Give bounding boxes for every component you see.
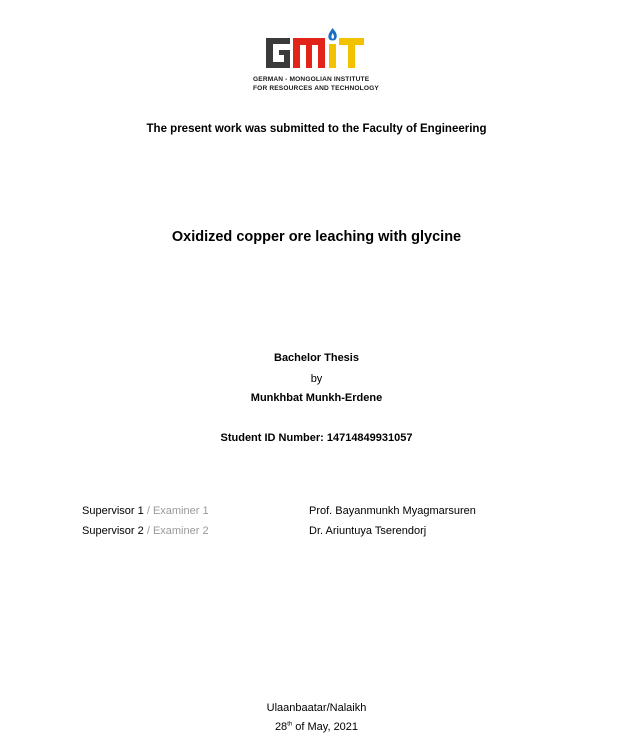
logo-letter-i <box>329 44 336 68</box>
supervisor-1-role: Supervisor 1 / Examiner 1 <box>82 505 209 517</box>
student-id-number: 14714849931057 <box>326 432 413 444</box>
submission-statement: The present work was submitted to the Faculty of Engineering <box>146 123 487 135</box>
logo-letter-g <box>266 38 290 68</box>
examiner-1-label: Examiner 1 <box>152 505 209 517</box>
supervisor-1-name: Prof. Bayanmunkh Myagmarsuren <box>309 505 476 517</box>
gmit-logo <box>262 24 368 74</box>
author-name: Munkhbat Munkh-Erdene <box>250 392 383 404</box>
logo-letter-m <box>293 38 325 68</box>
place: Ulaanbaatar/Nalaikh <box>266 702 367 714</box>
by-label: by <box>310 373 323 385</box>
supervisor-2-name: Dr. Ariuntuya Tserendorj <box>309 525 427 537</box>
thesis-type: Bachelor Thesis <box>274 352 359 364</box>
logo-letter-t <box>339 38 364 68</box>
institute-name-line-2: FOR RESOURCES AND TECHNOLOGY <box>253 85 379 92</box>
thesis-title: Oxidized copper ore leaching with glycine <box>171 229 462 245</box>
student-id <box>0 432 633 444</box>
supervisor-2-role: Supervisor 2 / Examiner 2 <box>82 525 209 537</box>
examiner-2-label: Examiner 2 <box>152 525 209 537</box>
student-id-label: Student ID Number: <box>220 432 327 444</box>
institute-name-line-1: GERMAN - MONGOLIAN INSTITUTE <box>253 76 370 83</box>
submission-date: 28th of May, 2021 <box>274 721 359 733</box>
